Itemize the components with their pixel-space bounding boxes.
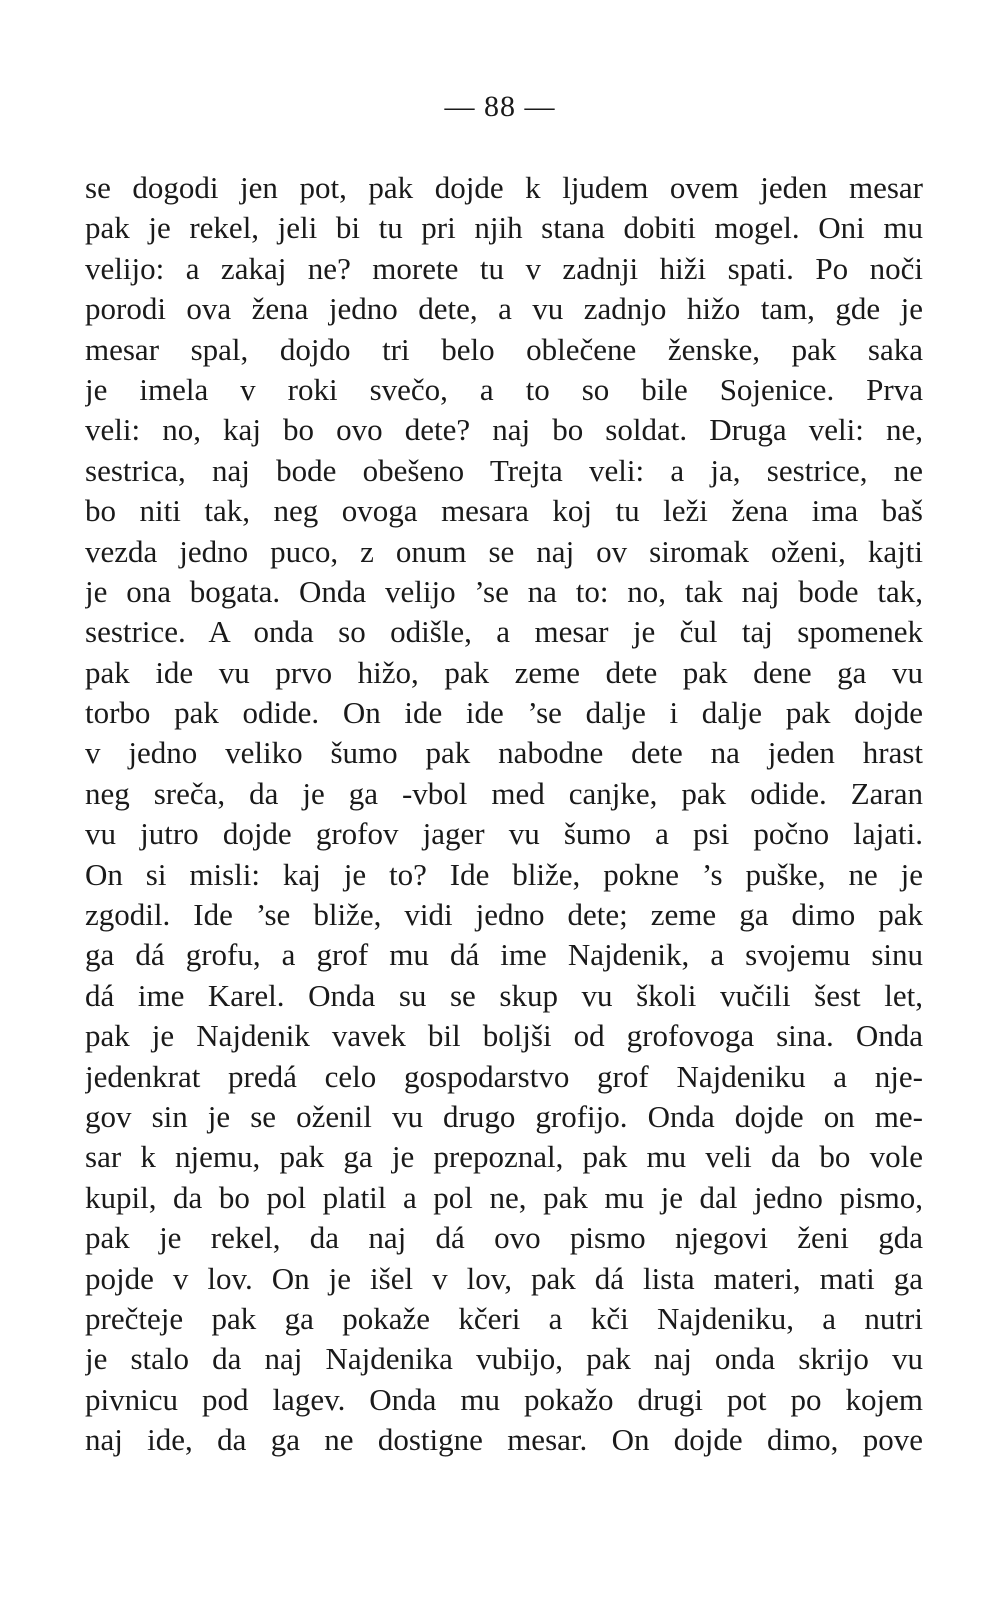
body-text	[85, 168, 923, 1461]
text-line: porodi ova žena jedno dete, a vu zadnjo hižo tam, gde je	[85, 291, 923, 327]
text-line: torbo pak odide. On ide ide ’se dalje i dalje pak dojde	[85, 695, 923, 731]
text-line: pak je rekel, da naj dá ovo pismo njegovi ženi gda	[85, 1220, 923, 1256]
text-line: je imela v roki svečo, a to so bile Sojenice. Prva	[85, 371, 923, 407]
text-line: sestrice. A onda so odišle, a mesar je čul taj spomenek	[85, 614, 923, 650]
text-line: velijo: a zakaj ne? morete tu v zadnji hiži spati. Po noči	[85, 250, 923, 286]
text-line: bo niti tak, neg ovoga mesara koj tu leži žena ima baš	[85, 493, 923, 529]
text-line: zgodil. Ide ’se bliže, vidi jedno dete; zeme ga dimo pak	[85, 897, 923, 933]
text-line: pak ide vu prvo hižo, pak zeme dete pak dene ga vu	[85, 654, 923, 690]
text-line: pak je Najdenik vavek bil boljši od grofovoga sina. Onda	[85, 1018, 923, 1054]
text-line: dá ime Karel. Onda su se skup vu školi vučili šest let,	[85, 977, 923, 1013]
text-line: gov sin je se oženil vu drugo grofijo. Onda dojde on me-	[85, 1098, 923, 1134]
text-line: neg sreča, da je ga -vbol med canjke, pak odide. Zaran	[85, 775, 923, 811]
page-number: — 88 —	[444, 90, 556, 123]
text-line: prečteje pak ga pokaže kčeri a kči Najdeniku, a nutri	[85, 1300, 923, 1336]
text-line: pivnicu pod lagev. Onda mu pokažo drugi pot po kojem	[85, 1381, 923, 1417]
text-line: jedenkrat predá celo gospodarstvo grof Najdeniku a nje-	[85, 1058, 923, 1094]
text-line: veli: no, kaj bo ovo dete? naj bo soldat. Druga veli: ne,	[85, 412, 923, 448]
text-line: pojde v lov. On je išel v lov, pak dá lista materi, mati ga	[85, 1260, 923, 1296]
text-line: kupil, da bo pol platil a pol ne, pak mu je dal jedno pismo,	[85, 1179, 923, 1215]
text-line: vezda jedno puco, z onum se naj ov siromak oženi, kajti	[85, 533, 923, 569]
text-line: je stalo da naj Najdenika vubijo, pak naj onda skrijo vu	[85, 1341, 923, 1377]
text-line: mesar spal, dojdo tri belo oblečene ženske, pak saka	[85, 331, 923, 367]
text-line: se dogodi jen pot, pak dojde k ljudem ovem jeden mesar	[85, 170, 923, 205]
text-line: pak je rekel, jeli bi tu pri njih stana dobiti mogel. Oni mu	[85, 210, 923, 246]
text-line: sestrica, naj bode obešeno Trejta veli: a ja, sestrice, ne	[85, 452, 923, 488]
text-line: ga dá grofu, a grof mu dá ime Najdenik, a svojemu sinu	[85, 937, 923, 973]
text-line: je ona bogata. Onda velijo ’se na to: no, tak naj bode tak,	[85, 573, 923, 609]
text-line: sar k njemu, pak ga je prepoznal, pak mu veli da bo vole	[85, 1139, 923, 1175]
text-line: vu jutro dojde grofov jager vu šumo a psi počno lajati.	[85, 816, 923, 852]
text-line: On si misli: kaj je to? Ide bliže, pokne ’s puške, ne je	[85, 856, 923, 892]
text-line: v jedno veliko šumo pak nabodne dete na jeden hrast	[85, 735, 923, 771]
text-line: naj ide, da ga ne dostigne mesar. On dojde dimo, pove	[85, 1422, 923, 1458]
